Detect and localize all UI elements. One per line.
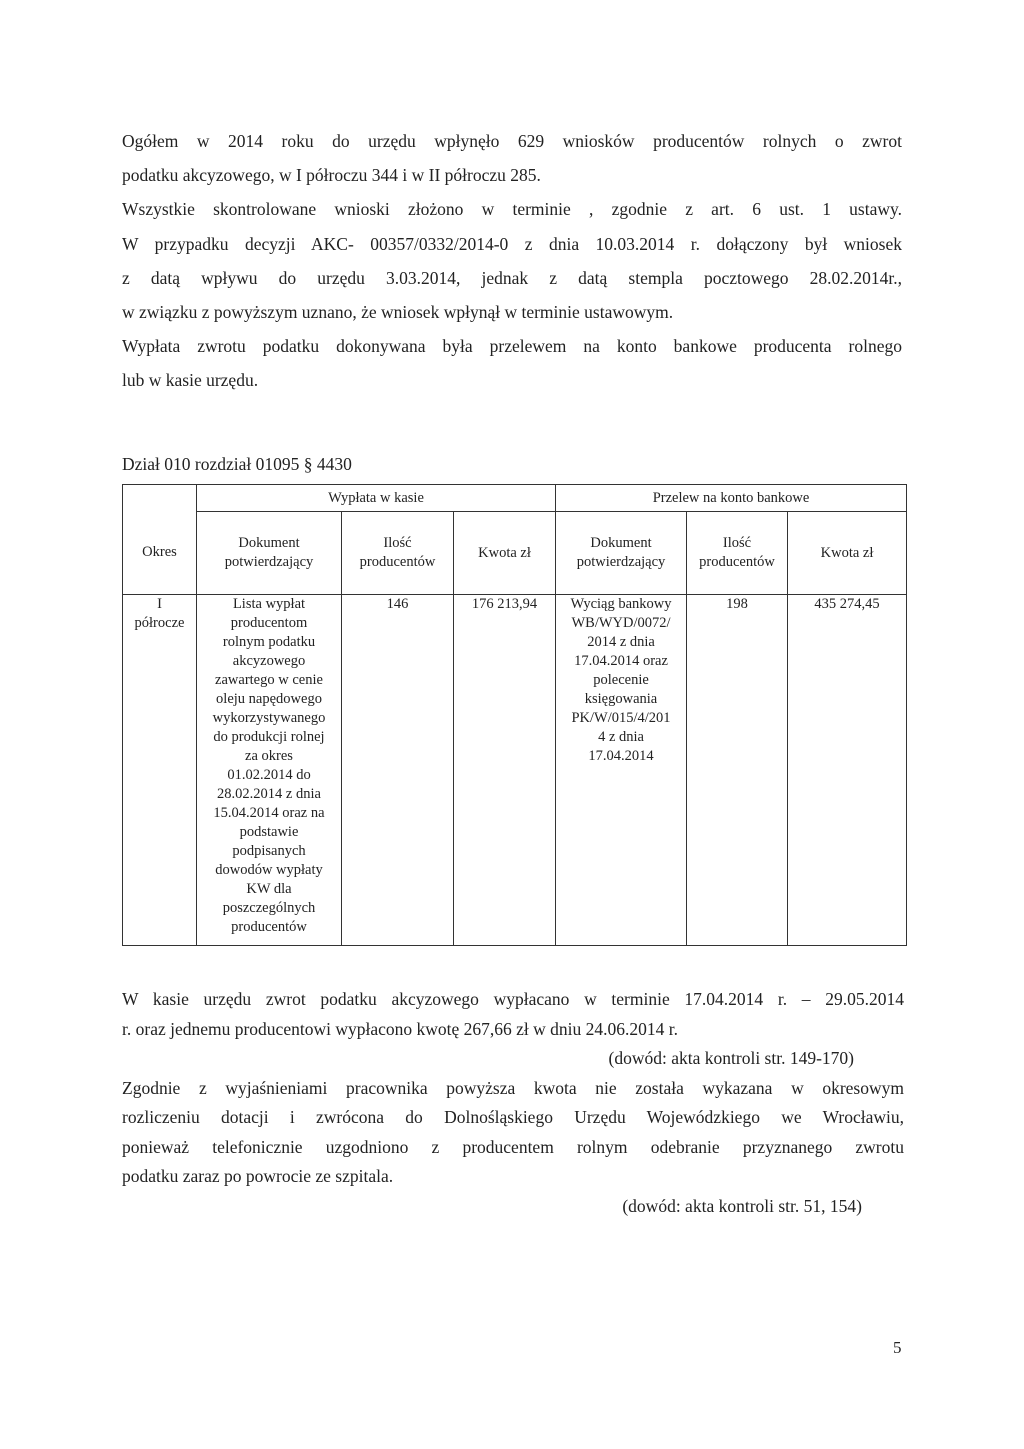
proof-reference: (dowód: akta kontroli str. 51, 154)	[622, 1195, 862, 1216]
header-label: potwierdzający	[224, 554, 314, 570]
cell-line: księgowania	[584, 691, 658, 707]
header-group-przelew: Przelew na konto bankowe	[556, 485, 907, 512]
paragraph-line: podatku zaraz po powrocie ze szpitala.	[122, 1166, 394, 1186]
cell-line: WB/WYD/0072/	[571, 615, 671, 631]
cell-okres	[123, 595, 197, 946]
paragraph-line: Zgodnie z wyjaśnieniami pracownika powyższa kwota nie została wykazana w okresowym	[122, 1077, 904, 1098]
intro-line: Wypłata zwrotu podatku dokonywana była przelewem na konto bankowe producenta rolnego	[122, 336, 902, 357]
header-kasa-amount: Kwota zł	[454, 512, 556, 595]
intro-line: w związku z powyższym uznano, że wniosek wpłynął w terminie ustawowym.	[122, 302, 674, 323]
table-header-group-row	[123, 485, 907, 512]
cell-przelew-document	[556, 595, 687, 946]
paragraph-line: r. oraz jednemu producentowi wypłacono kwotę 267,66 zł w dniu 24.06.2014 r.	[122, 1018, 679, 1039]
intro-line: W przypadku decyzji AKC- 00357/0332/2014-0 z dnia 10.03.2014 r. dołączony był wniosek	[122, 233, 902, 254]
intro-line: z datą wpływu do urzędu 3.03.2014, jednak z datą stempla pocztowego 28.02.2014r.,	[122, 267, 902, 288]
intro-line: podatku akcyzowego, w I półroczu 344 i w II półroczu 285.	[122, 165, 541, 186]
header-kasa-document	[197, 512, 342, 595]
cell-line: akcyzowego	[232, 653, 306, 669]
cell-line: 4 z dnia	[598, 729, 644, 745]
intro-line: Ogółem w 2014 roku do urzędu wpłynęło 629 wniosków producentów rolnych o zwrot	[122, 131, 902, 151]
table-row	[123, 595, 907, 946]
cell-line: dowodów wypłaty	[215, 862, 323, 878]
cell-kasa-document	[197, 595, 342, 946]
header-okres-spacer	[123, 485, 197, 512]
header-label: Ilość	[722, 535, 752, 551]
table-header-row	[123, 512, 907, 595]
section-title: Dział 010 rozdział 01095 § 4430	[122, 454, 352, 474]
page-number: 5	[893, 1338, 902, 1357]
intro-paragraph	[122, 124, 902, 398]
header-label: Dokument	[590, 535, 652, 551]
cell-line: zawartego w cenie	[215, 672, 323, 688]
cell-przelew-quantity: 198	[687, 595, 788, 946]
cell-line: za okres	[245, 748, 293, 764]
cell-line: 17.04.2014	[588, 748, 654, 764]
intro-line: Wszystkie skontrolowane wnioski złożono w terminie , zgodnie z art. 6 ust. 1 ustawy.	[122, 199, 902, 220]
header-przelew-amount: Kwota zł	[788, 512, 907, 595]
cell-line: podpisanych	[232, 843, 306, 859]
payments-table	[122, 484, 907, 946]
header-label: Dokument	[238, 535, 300, 551]
closing-paragraphs	[122, 985, 904, 1221]
cell-line: 2014 z dnia	[587, 634, 655, 650]
cell-line: producentom	[230, 615, 308, 631]
header-label: potwierdzający	[576, 554, 666, 570]
cell-line: KW dla	[246, 881, 292, 897]
paragraph-line: W kasie urzędu zwrot podatku akcyzowego wypłacano w terminie 17.04.2014 r. – 29.05.2014	[122, 989, 904, 1009]
header-group-kasa: Wypłata w kasie	[197, 485, 556, 512]
proof-reference: (dowód: akta kontroli str. 149-170)	[608, 1048, 854, 1068]
cell-line: poszczególnych	[222, 900, 316, 916]
paragraph-line: rozliczeniu dotacji i zwrócona do Dolnośląskiego Urzędu Wojewódzkiego we Wrocławiu,	[122, 1107, 904, 1127]
cell-line: podstawie	[239, 824, 299, 840]
intro-line: lub w kasie urzędu.	[122, 370, 259, 391]
cell-kasa-amount: 176 213,94	[454, 595, 556, 946]
header-label: Ilość	[383, 535, 412, 551]
cell-line: 15.04.2014 oraz na	[213, 805, 325, 821]
cell-line: producentów	[231, 919, 307, 935]
header-kasa-quantity	[342, 512, 454, 595]
header-label: producentów	[699, 554, 775, 570]
header-przelew-quantity	[687, 512, 788, 595]
cell-line: oleju napędowego	[216, 691, 322, 707]
header-okres-label: Okres	[142, 544, 177, 561]
paragraph-line: ponieważ telefonicznie uzgodniono z producentem rolnym odebranie przyznanego zwrotu	[122, 1136, 904, 1157]
cell-okres-line: półrocze	[134, 615, 185, 631]
header-przelew-document	[556, 512, 687, 595]
cell-line: polecenie	[593, 672, 649, 688]
cell-line: Lista wypłat	[232, 596, 306, 612]
cell-line: PK/W/015/4/201	[571, 710, 671, 726]
cell-line: 01.02.2014 do	[227, 767, 311, 783]
cell-okres-line: I	[157, 596, 162, 612]
cell-kasa-quantity: 146	[342, 595, 454, 946]
cell-line: do produkcji rolnej	[213, 729, 325, 745]
cell-line: 28.02.2014 z dnia	[217, 786, 321, 802]
cell-przelew-amount: 435 274,45	[788, 595, 907, 946]
header-label: producentów	[359, 554, 436, 570]
cell-line: rolnym podatku	[222, 634, 316, 650]
cell-line: 17.04.2014 oraz	[574, 653, 668, 669]
header-okres	[123, 512, 197, 595]
cell-line: wykorzystywanego	[212, 710, 326, 726]
cell-line: Wyciąg bankowy	[570, 596, 672, 612]
